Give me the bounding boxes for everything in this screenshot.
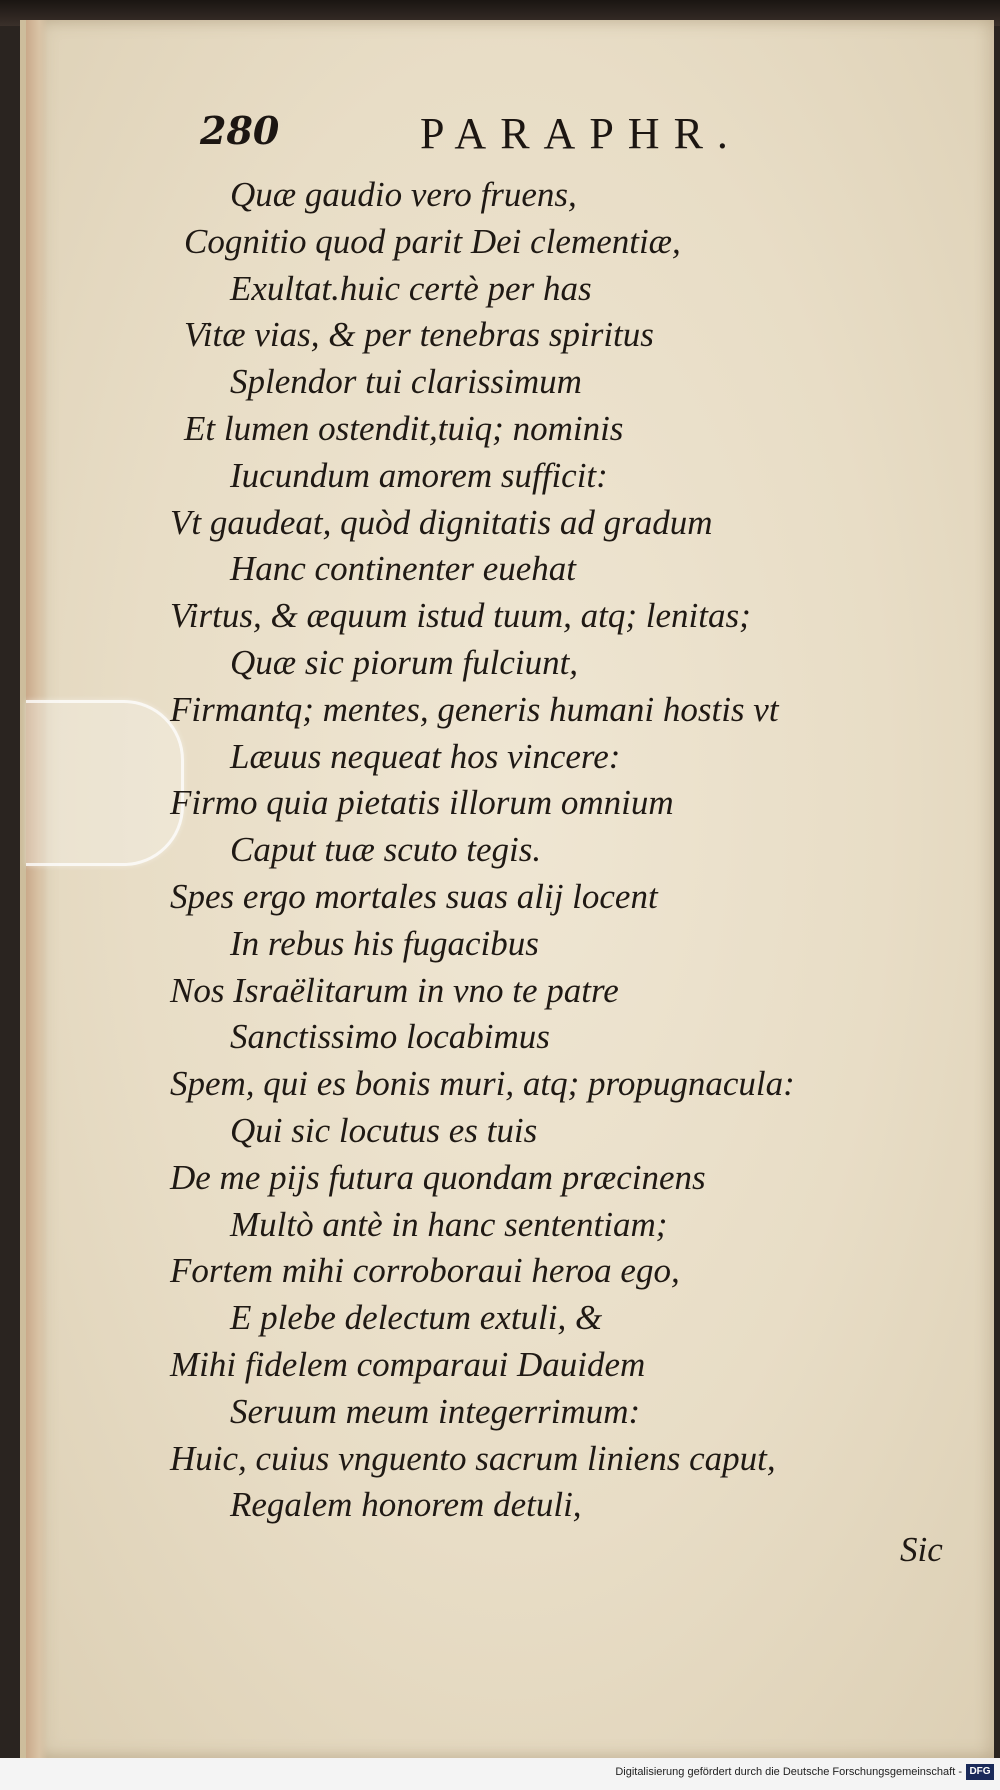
verse-line: Vitæ vias, & per tenebras spiritus (184, 315, 654, 355)
verse-line: Hanc continenter euehat (230, 549, 577, 589)
verse-line: Vt gaudeat, quòd dignitatis ad gradum (170, 502, 713, 542)
verse-line: Firmo quia pietatis illorum omnium (170, 783, 674, 823)
page-tab-marker (26, 700, 184, 866)
verse-line: Firmantq; mentes, generis humani hostis vt (170, 689, 779, 729)
dfg-logo-icon: DFG (966, 1764, 994, 1780)
verse-line: Qui sic locutus es tuis (230, 1110, 538, 1150)
verse-line: Huic, cuius vnguento sacrum liniens caput, (170, 1438, 776, 1478)
running-title: PARAPHR. (420, 109, 742, 158)
verse-line: E plebe delectum extuli, & (230, 1298, 603, 1338)
verse-line: Iucundum amorem sufficit: (230, 455, 608, 495)
page-header (170, 108, 810, 168)
verse-line: Seruum meum integerrimum: (230, 1391, 641, 1431)
verse-line: Regalem honorem detuli, (230, 1485, 582, 1525)
verse-line: Multò antè in hanc sententiam; (230, 1204, 668, 1244)
verse-line: Quæ gaudio vero fruens, (230, 175, 577, 214)
verse-line: Læuus nequeat hos vincere: (230, 736, 621, 776)
verse-line: Cognitio quod parit Dei clementiæ, (184, 221, 681, 261)
binding-gutter (26, 20, 48, 1758)
verse-line: Nos Israëlitarum in vno te patre (170, 970, 619, 1010)
verse-line: Spem, qui es bonis muri, atq; propugnacula: (170, 1064, 795, 1104)
digitization-credit: Digitalisierung gefördert durch die Deutsche Forschungsgemeinschaft - (615, 1766, 962, 1778)
verse-line: Virtus, & æquum istud tuum, atq; lenitas; (170, 596, 751, 636)
verse-line: De me pijs futura quondam præcinens (170, 1157, 706, 1197)
page-number: 280 (200, 108, 280, 153)
verse-line: Spes ergo mortales suas alij locent (170, 876, 658, 916)
verse-line: Sanctissimo locabimus (230, 1017, 550, 1057)
verse-line: Et lumen ostendit,tuiq; nominis (184, 408, 624, 448)
verse-line: Caput tuæ scuto tegis. (230, 830, 542, 870)
verse-line: Splendor tui clarissimum (230, 362, 582, 402)
catchword: Sic (900, 1530, 943, 1569)
verse-line: Fortem mihi corroboraui heroa ego, (170, 1251, 680, 1291)
verse-line: Mihi fidelem comparaui Dauidem (170, 1344, 646, 1384)
verse-line: Exultat.huic certè per has (230, 268, 592, 308)
verse-line: In rebus his fugacibus (230, 923, 539, 963)
verse-line: Quæ sic piorum fulciunt, (230, 642, 579, 682)
verse-text (170, 172, 960, 1529)
